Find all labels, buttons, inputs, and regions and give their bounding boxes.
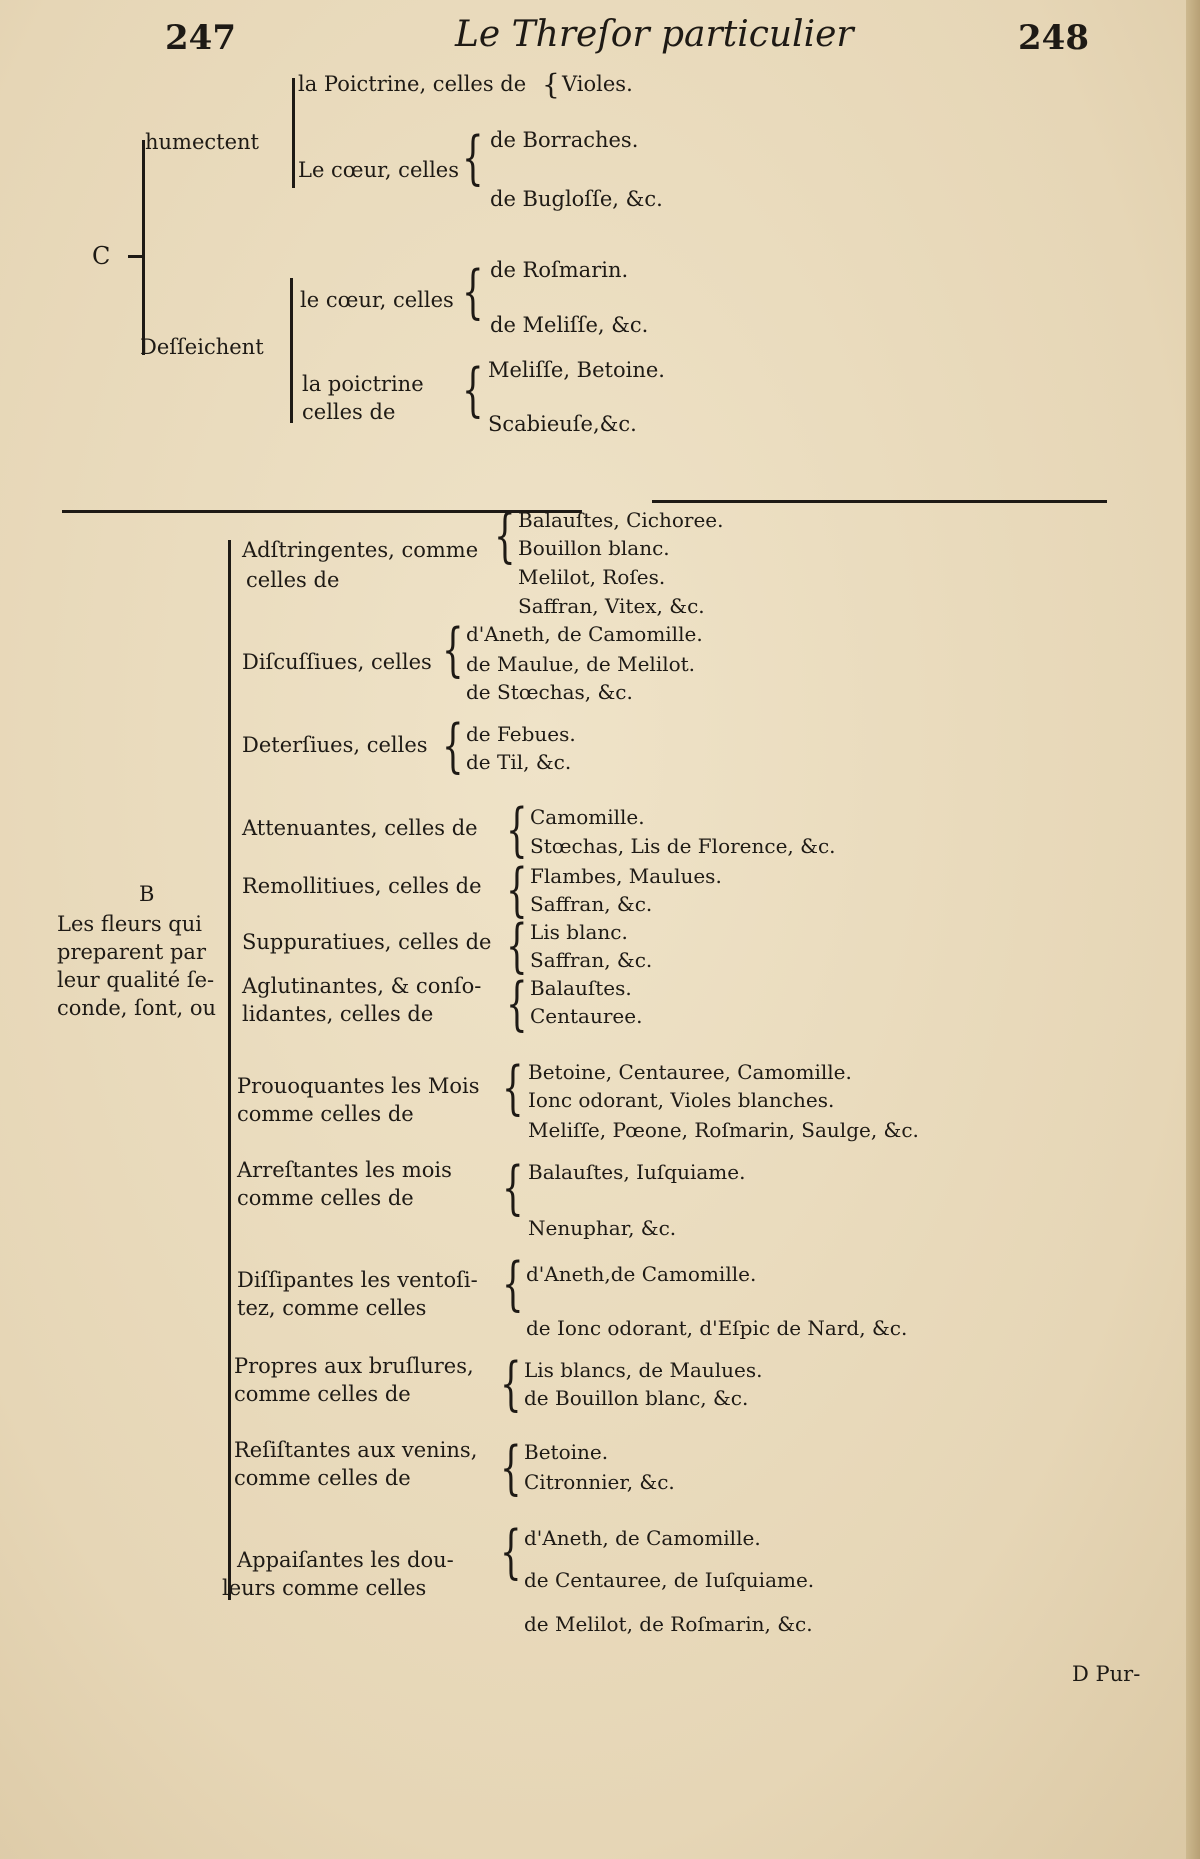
entry-10-label-line-1: Diſſipantes les ventoſi- (237, 1268, 478, 1292)
entry-3-item-1: de Febues. (466, 722, 576, 746)
separator-rule-right (652, 500, 1107, 503)
catchword: D Pur- (1072, 1662, 1141, 1686)
humectent-branch-2-brace: { (462, 124, 484, 193)
entry-12-label-line-1: Reſiſtantes aux venins, (234, 1438, 478, 1462)
humectent-branch-2-item-1: de Borraches. (490, 128, 639, 152)
section-c-key: C (92, 242, 111, 270)
entry-1-label-line-2: celles de (246, 568, 340, 592)
entry-9-item-2: Nenuphar, &c. (528, 1216, 677, 1240)
entry-8-brace: { (502, 1054, 524, 1123)
entry-10-brace: { (502, 1250, 524, 1319)
entry-5-item-1: Flambes, Maulues. (530, 864, 722, 888)
section-b-intro-line-3: leur qualité ſe- (57, 968, 215, 992)
entry-1-brace: { (494, 502, 516, 571)
entry-2-label-line-1: Diſcuſſiues, celles (242, 650, 432, 674)
desseichent-branch-2-label-line-2: celles de (302, 400, 396, 424)
entry-7-item-1: Balauſtes. (530, 976, 632, 1000)
entry-11-brace: { (500, 1350, 522, 1419)
entry-6-brace: { (506, 912, 528, 981)
entry-12-brace: { (500, 1434, 522, 1503)
entry-6-label-line-1: Suppuratiues, celles de (242, 930, 492, 954)
entry-7-item-2: Centauree. (530, 1004, 643, 1028)
entry-2-item-2: de Maulue, de Melilot. (466, 652, 696, 676)
desseichent-branch-2-label-line-1: la poictrine (302, 372, 424, 396)
entry-7-label-line-1: Aglutinantes, & conſo- (242, 974, 482, 998)
entry-3-brace: { (442, 712, 464, 781)
desseichent-branch-2-brace: { (462, 356, 484, 425)
entry-6-item-2: Saffran, &c. (530, 948, 653, 972)
entry-1-item-2: Bouillon blanc. (518, 536, 670, 560)
desseichent-branch-1-item-2: de Meliſſe, &c. (490, 313, 649, 337)
entry-2-brace: { (442, 616, 464, 685)
entry-4-label-line-1: Attenuantes, celles de (242, 816, 478, 840)
section-b-brace (228, 540, 231, 1600)
entry-7-label-line-2: lidantes, celles de (242, 1002, 434, 1026)
entry-9-label-line-1: Arreſtantes les mois (237, 1158, 452, 1182)
entry-4-brace: { (506, 796, 528, 865)
entry-13-item-1: d'Aneth, de Camomille. (524, 1526, 761, 1550)
section-b-key: B (139, 882, 155, 906)
section-b-intro-line-4: conde, ſont, ou (57, 996, 217, 1020)
entry-13-item-2: de Centauree, de Iuſquiame. (524, 1568, 815, 1592)
desseichent-brace (290, 278, 293, 423)
entry-11-label-line-1: Propres aux bruſlures, (234, 1354, 474, 1378)
humectent-brace (292, 78, 295, 188)
entry-11-item-2: de Bouillon blanc, &c. (524, 1386, 749, 1410)
desseichent-branch-1-item-1: de Roſmarin. (490, 258, 629, 282)
entry-1-item-4: Saffran, Vitex, &c. (518, 594, 705, 618)
entry-3-label-line-1: Deterſiues, celles (242, 733, 428, 757)
humectent-label: humectent (145, 130, 259, 154)
entry-8-item-3: Meliſſe, Pœone, Roſmarin, Saulge, &c. (528, 1118, 919, 1142)
entry-5-brace: { (506, 856, 528, 925)
entry-8-item-1: Betoine, Centauree, Camomille. (528, 1060, 852, 1084)
desseichent-branch-1-brace: { (462, 258, 484, 327)
entry-12-item-1: Betoine. (524, 1440, 609, 1464)
page-edge (1186, 0, 1200, 1859)
entry-13-brace: { (500, 1518, 522, 1587)
entry-9-brace: { (502, 1154, 524, 1223)
entry-6-item-1: Lis blanc. (530, 920, 628, 944)
section-b-intro-line-1: Les fleurs qui (57, 912, 202, 936)
page-number-left: 247 (165, 18, 236, 58)
entry-10-label-line-2: tez, comme celles (237, 1296, 427, 1320)
entry-5-item-2: Saffran, &c. (530, 892, 653, 916)
entry-3-item-2: de Til, &c. (466, 750, 572, 774)
entry-8-label-line-1: Prouoquantes les Mois (237, 1074, 480, 1098)
desseichent-branch-2-item-1: Meliſſe, Betoine. (488, 358, 665, 382)
desseichent-label: Deſſeichent (140, 335, 264, 359)
humectent-branch-2-item-2: de Bugloſſe, &c. (490, 187, 663, 211)
entry-13-label-line-2: leurs comme celles (222, 1576, 427, 1600)
entry-12-item-2: Citronnier, &c. (524, 1470, 675, 1494)
entry-1-item-3: Melilot, Roſes. (518, 565, 666, 589)
entry-4-item-1: Camomille. (530, 805, 645, 829)
entry-1-item-1: Balauſtes, Cichoree. (518, 508, 724, 532)
entry-10-item-2: de Ionc odorant, d'Eſpic de Nard, &c. (526, 1316, 908, 1340)
entry-7-brace: { (506, 970, 528, 1039)
running-title: Le Threſor particulier (455, 14, 854, 55)
entry-8-item-2: Ionc odorant, Violes blanches. (528, 1088, 835, 1112)
entry-8-label-line-2: comme celles de (237, 1102, 414, 1126)
humectent-branch-1-brace: { (542, 68, 560, 101)
entry-4-item-2: Stœchas, Lis de Florence, &c. (530, 834, 836, 858)
entry-13-item-3: de Melilot, de Roſmarin, &c. (524, 1612, 813, 1636)
desseichent-branch-2-item-2: Scabieuſe,&c. (488, 412, 637, 436)
entry-11-item-1: Lis blancs, de Maulues. (524, 1358, 763, 1382)
entry-2-item-3: de Stœchas, &c. (466, 680, 633, 704)
entry-13-label-line-1: Appaiſantes les dou- (237, 1548, 454, 1572)
entry-10-item-1: d'Aneth,de Camomille. (526, 1262, 757, 1286)
entry-9-item-1: Balauſtes, Iuſquiame. (528, 1160, 746, 1184)
section-c-brace-tip (128, 255, 142, 258)
entry-5-label-line-1: Remollitiues, celles de (242, 874, 482, 898)
entry-12-label-line-2: comme celles de (234, 1466, 411, 1490)
desseichent-branch-1-label: le cœur, celles (300, 288, 454, 312)
humectent-branch-1-item-1: Violes. (562, 72, 633, 96)
entry-11-label-line-2: comme celles de (234, 1382, 411, 1406)
section-b-intro-line-2: preparent par (57, 940, 206, 964)
page-number-right: 248 (1018, 18, 1089, 58)
entry-1-label-line-1: Adſtringentes, comme (242, 538, 479, 562)
entry-2-item-1: d'Aneth, de Camomille. (466, 622, 703, 646)
humectent-branch-1-label: la Poictrine, celles de (298, 72, 527, 96)
humectent-branch-2-label: Le cœur, celles (298, 158, 460, 182)
entry-9-label-line-2: comme celles de (237, 1186, 414, 1210)
section-c-brace (142, 140, 145, 355)
